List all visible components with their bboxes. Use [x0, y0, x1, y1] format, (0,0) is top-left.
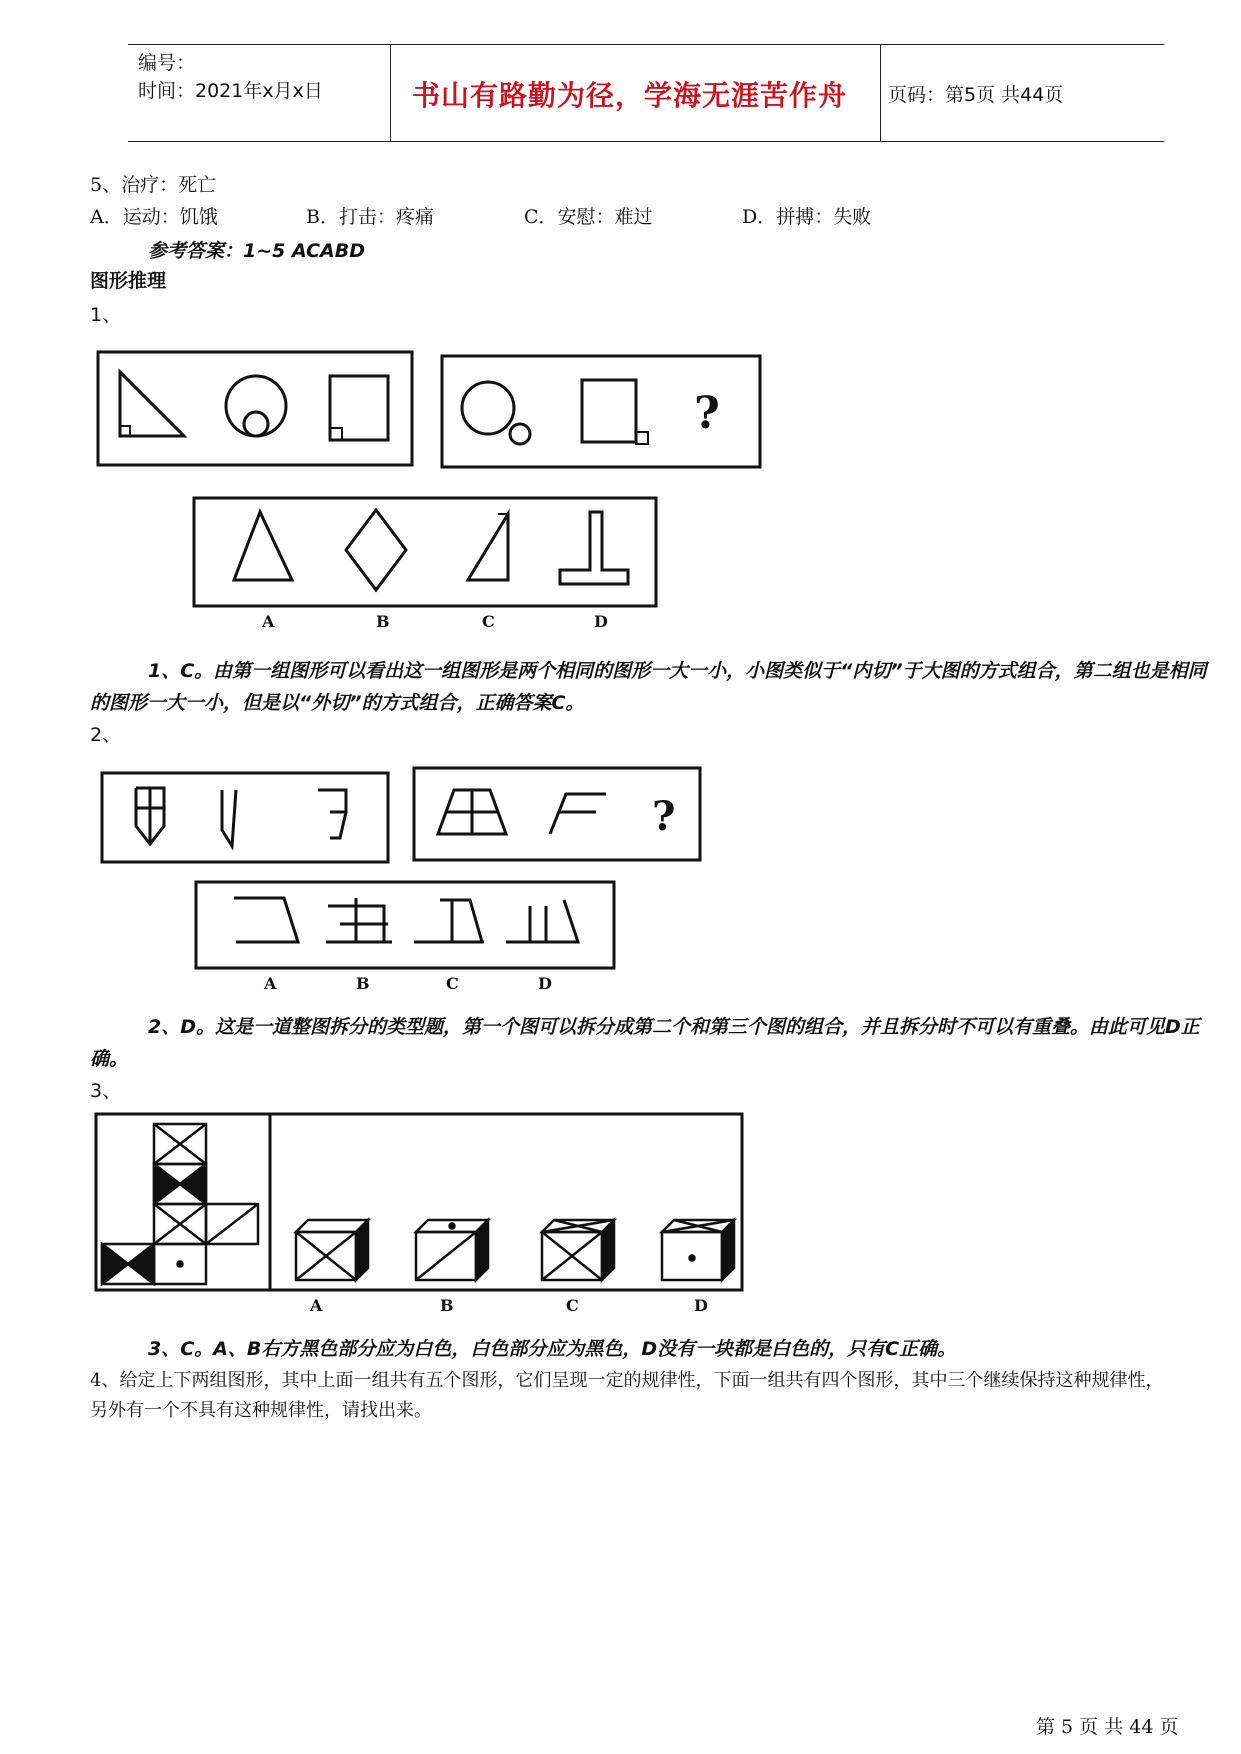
problem-3-label-c: C	[566, 1296, 579, 1315]
question-mark: ?	[694, 388, 720, 439]
option-c: C．安慰：难过	[524, 206, 653, 228]
option-a: A．运动：饥饿	[90, 206, 218, 228]
problem-1-explanation-line2: 的图形一大一小，但是以“外切”的方式组合，正确答案C。	[90, 692, 585, 714]
problem-3-explanation: 3、C。A、B右方黑色部分应为白色，白色部分应为黑色，D没有一块都是白色的，只有C正确。	[148, 1338, 957, 1360]
problem-4-line2: 另外有一个不具有这种规律性，请找出来。	[90, 1400, 432, 1421]
problem-3-label-d: D	[694, 1296, 708, 1315]
problem-1-label-b: B	[376, 612, 390, 631]
problem-4-line1: 4、给定上下两组图形，其中上面一组共有五个图形，它们呈现一定的规律性，下面一组共有四个图形，其中三个继续保持这种规律性，	[90, 1370, 1164, 1391]
problem-3-label-a: A	[310, 1296, 323, 1315]
section-title: 图形推理	[90, 270, 167, 292]
problem-3-label-b: B	[440, 1296, 454, 1315]
time-label: 时间：2021年x月x日	[138, 80, 323, 102]
answer-key: 参考答案：1~5 ACABD	[148, 240, 365, 262]
problem-2-label-d: D	[538, 974, 552, 993]
problem-1-label-a: A	[262, 612, 275, 631]
problem-1-explanation-line1: 1、C。由第一组图形可以看出这一组图形是两个相同的图形一大一小，小图类似于“内切”于大图的方式组合，第二组也是相同	[148, 660, 1207, 682]
serial-label: 编号：	[138, 52, 196, 74]
option-d: D．拼搏：失败	[742, 206, 872, 228]
problem-2-label-a: A	[264, 974, 277, 993]
question-mark: ?	[652, 793, 676, 840]
question-5-stem: 5、治疗：死亡	[90, 174, 217, 196]
problem-2-label-b: B	[356, 974, 370, 993]
problem-2-number: 2、	[90, 724, 122, 746]
page-indicator: 页码：第5页 共44页	[888, 84, 1064, 106]
problem-2-explanation-line2: 确。	[90, 1048, 129, 1070]
problem-2-explanation-line1: 2、D。这是一道整图拆分的类型题，第一个图可以拆分成第二个和第三个图的组合，并且拆分时不可以有重叠。由此可见D正	[148, 1016, 1200, 1038]
problem-3-number: 3、	[90, 1080, 122, 1102]
problem-1-label-c: C	[482, 612, 495, 631]
option-b: B．打击：疼痛	[306, 206, 434, 228]
problem-1-label-d: D	[594, 612, 608, 631]
problem-1-number: 1、	[90, 304, 122, 326]
page-footer: 第 5 页 共 44 页	[1036, 1716, 1179, 1738]
problem-2-label-c: C	[446, 974, 459, 993]
motto: 书山有路勤为径，学海无涯苦作舟	[412, 79, 848, 112]
